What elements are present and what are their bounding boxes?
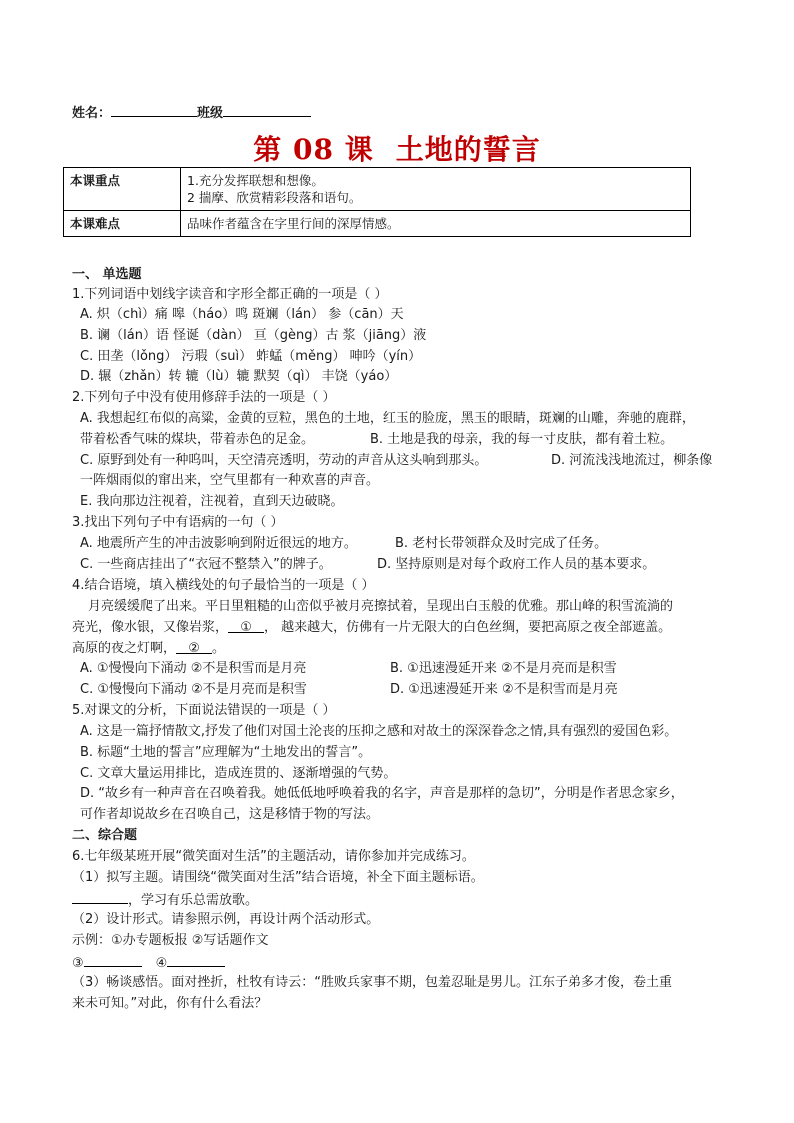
q5-option-d-line2[interactable]: 可作者却说故乡在召唤自己，这是移情于物的写法。: [80, 807, 380, 822]
q4-option-b[interactable]: B. ①迅速漫延开来 ②不是月亮而是积雪: [390, 661, 617, 676]
q5-option-d-line1[interactable]: D. “故乡有一种声音在召唤着我。她低低地呼唤着我的名字，声音是那样的急切”，分明是作者思念家乡，: [80, 786, 684, 801]
q1-option-c[interactable]: C. 田垄（lǒng） 污瑕（suì） 蚱蜢（měng） 呻吟（yín）: [80, 349, 422, 364]
lesson-number: 第 08 课: [253, 133, 374, 166]
q5-option-b[interactable]: B. 标题“土地的誓言”应理解为“土地发出的誓言”。: [80, 745, 372, 760]
q2-option-a-line1[interactable]: A. 我想起红布似的高粱，金黄的豆粒，黑色的土地，红玉的脸庞，黑玉的眼睛，斑斓的山雕，奔驰的鹿群，: [80, 411, 695, 426]
q6-item-3-label: ③: [72, 956, 84, 971]
q3-option-c[interactable]: C. 一些商店挂出了“衣冠不整禁入”的牌子。: [80, 557, 332, 572]
q4-stem: 4.结合语境，填入横线处的句子最恰当的一项是（ ）: [72, 578, 375, 593]
difficulty-row: [64, 211, 691, 237]
q4-passage-line2: [72, 619, 671, 637]
lesson-topic: 土地的誓言: [395, 133, 541, 166]
name-label: 姓名：: [72, 106, 112, 121]
q4-passage-line1: 月亮缓缓爬了出来。平日里粗糙的山峦似乎被月亮擦拭着，呈现出白玉般的优雅。那山峰的积雪流淌的: [88, 599, 674, 614]
class-blank[interactable]: [223, 103, 311, 117]
lesson-info-table: [63, 167, 691, 237]
q2-option-b[interactable]: B. 土地是我的母亲，我的每一寸皮肤，都有着土粒。: [370, 432, 674, 447]
focus-item-2: 2 揣摩、欣赏精彩段落和语句。: [187, 190, 362, 205]
q6-part3-line1: （3）畅谈感悟。面对挫折，杜牧有诗云：“胜败兵家事不期，包羞忍耻是男儿。江东子弟多才俊，卷土重: [72, 975, 673, 990]
q4-blank-2[interactable]: ②: [176, 640, 212, 654]
name-class-line: [72, 103, 311, 123]
q1-stem: 1.下列词语中划线字读音和字形全都正确的一项是（ ）: [72, 287, 388, 302]
q6-part1: （1）拟写主题。请围绕“微笑面对生活”结合语境，补全下面主题标语。: [72, 870, 484, 885]
q4-option-c[interactable]: C. ①慢慢向下涌动 ②不是月亮而是积雪: [80, 682, 307, 697]
q6-answer-items: [72, 953, 225, 973]
q2-stem-text: 2.下列句子中没有使用修辞手法的一项是（ ）: [72, 390, 336, 405]
q5-stem: 5.对课文的分析，下面说法错误的一项是（ ）: [72, 703, 336, 718]
difficulty-content: 品味作者蕴含在字里行间的深厚情感。: [181, 211, 691, 237]
q5-option-a[interactable]: A. 这是一篇抒情散文,抒发了他们对国土沦丧的压抑之感和对故土的深深眷念之情,具有强烈的爱国色彩。: [80, 724, 678, 739]
q6-part3-line2: 来未可知。”对此，你有什么看法？: [72, 996, 268, 1011]
q2-option-e[interactable]: E. 我向那边注视着，注视着，直到天边破晓。: [80, 494, 344, 509]
q3-stem: 3.找出下列句子中有语病的一句（ ）: [72, 515, 284, 530]
q2-option-d-line1[interactable]: D. 河流浅浅地流过，柳条像: [551, 453, 713, 468]
page-title: [0, 128, 794, 168]
focus-row: [64, 168, 691, 211]
q1-option-a[interactable]: A. 炽（chì）痛 嗥（háo）鸣 斑斓（lán） 参（cān）天: [80, 307, 404, 322]
focus-content: [181, 168, 691, 211]
q6-slogan-tail: ，学习有乐总需放歌。: [128, 893, 259, 908]
q4-passage-part: 高原的夜之灯啊，: [72, 641, 177, 656]
q2-option-a-line2[interactable]: 带着松香气味的煤块，带着赤色的足金。: [80, 432, 315, 447]
q4-blank-1[interactable]: ①: [228, 619, 264, 633]
q4-passage-line3: [72, 640, 225, 658]
q4-passage-part: 亮光，像水银，又像岩浆，: [72, 620, 229, 635]
focus-item-1: 1.充分发挥联想和想像。: [187, 173, 324, 188]
name-blank[interactable]: [111, 103, 197, 117]
q4-passage-part: 。: [212, 641, 226, 656]
q1-option-d[interactable]: D. 辗（zhǎn）转 辘（lù）辘 默契（qì） 丰饶（yáo）: [80, 369, 398, 384]
q5-option-c[interactable]: C. 文章大量运用排比，造成连贯的、逐渐增强的气势。: [80, 766, 397, 781]
q2-option-d-line2[interactable]: 一阵烟雨似的窜出来，空气里都有一种欢喜的声音。: [80, 473, 380, 488]
q6-item-4-blank[interactable]: [167, 953, 225, 967]
q1-option-b[interactable]: B. 谰（lán）语 怪诞（dàn） 亘（gèng）古 浆（jiāng）液: [80, 328, 427, 343]
q6-item-4-label: ④: [155, 956, 168, 971]
q6-part1-answer-line: [72, 890, 258, 910]
q4-option-d[interactable]: D. ①迅速漫延开来 ②不是积雪而是月亮: [390, 682, 618, 697]
q3-option-b[interactable]: B. 老村长带领群众及时完成了任务。: [395, 536, 608, 551]
q3-option-d[interactable]: D. 坚持原则是对每个政府工作人员的基本要求。: [377, 557, 656, 572]
q6-slogan-blank[interactable]: [72, 890, 128, 904]
focus-label: 本课重点: [64, 168, 181, 211]
q6-part2: （2）设计形式。请参照示例，再设计两个活动形式。: [72, 912, 380, 927]
section2-title: 二、综合题: [72, 828, 138, 843]
q6-stem: 6.七年级某班开展“微笑面对生活”的主题活动，请你参加并完成练习。: [72, 849, 475, 864]
q3-option-a[interactable]: A. 地震所产生的冲击波影响到附近很远的地方。: [80, 536, 357, 551]
q6-item-3-blank[interactable]: [84, 953, 142, 967]
q4-passage-part: ， 越来越大，仿佛有一片无限大的白色丝绸，要把高原之夜全部遮盖。: [264, 620, 672, 635]
class-label: 班级: [197, 106, 224, 121]
q2-option-c[interactable]: C. 原野到处有一种呜叫，天空清亮透明，劳动的声音从这头响到那头。: [80, 453, 488, 468]
q6-example: 示例：①办专题板报 ②写话题作文: [72, 933, 269, 948]
section1-title: 一、 单选题: [72, 267, 142, 282]
difficulty-label: 本课难点: [64, 211, 181, 237]
q4-option-a[interactable]: A. ①慢慢向下涌动 ②不是积雪而是月亮: [80, 661, 307, 676]
